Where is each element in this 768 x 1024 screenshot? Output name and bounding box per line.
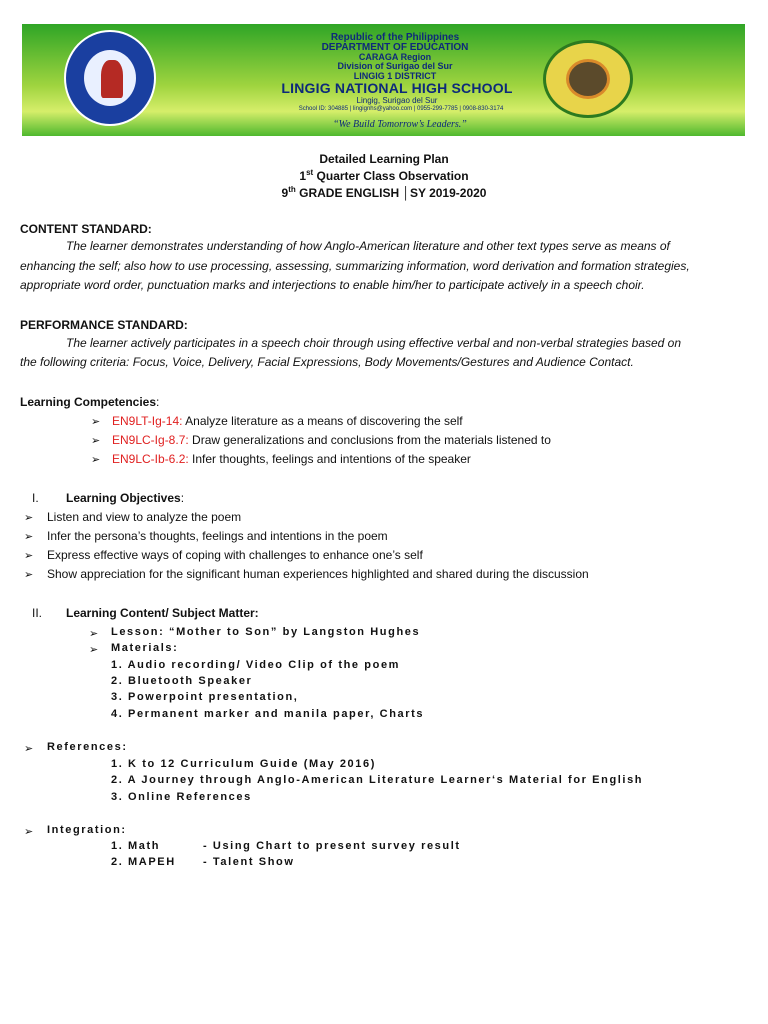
arrow-bullet-icon: ➢ xyxy=(24,550,34,562)
references-label: References: xyxy=(47,741,128,753)
integration-subject: 1. Math xyxy=(111,840,161,852)
banner-division: Division of Surigao del Sur xyxy=(337,61,453,71)
doc-title: Detailed Learning Plan xyxy=(319,152,449,166)
arrow-bullet-icon: ➢ xyxy=(91,435,101,447)
competency-item: EN9LT-Ig-14: Analyze literature as a means of discovering the self xyxy=(112,414,463,428)
objective-item: Listen and view to analyze the poem xyxy=(47,510,242,524)
banner-motto: “We Build Tomorrow’s Leaders.” xyxy=(333,119,467,130)
banner-location: Lingig, Surigao del Sur xyxy=(356,96,438,105)
arrow-bullet-icon: ➢ xyxy=(89,644,99,656)
objective-item: Infer the persona’s thoughts, feelings and intentions in the poem xyxy=(47,529,388,543)
content-heading: Learning Content/ Subject Matter: xyxy=(66,606,259,620)
material-item: 1. Audio recording/ Video Clip of the poem xyxy=(111,659,401,671)
competency-item: EN9LC-Ig-8.7: Draw generalizations and conclusions from the materials listened to xyxy=(112,433,551,447)
integration-desc: - Talent Show xyxy=(203,856,295,868)
arrow-bullet-icon: ➢ xyxy=(24,826,34,838)
reference-item: 1. K to 12 Curriculum Guide (May 2016) xyxy=(111,758,376,770)
banner-region: CARAGA Region xyxy=(358,52,432,62)
arrow-bullet-icon: ➢ xyxy=(24,531,34,543)
content-standard-line: appropriate word order, punctuation marks and interjections to enable him/her to participate actively in a speech choir. xyxy=(20,278,645,292)
reference-item: 3. Online References xyxy=(111,791,252,803)
objectives-heading: Learning Objectives: xyxy=(66,491,185,505)
material-item: 2. Bluetooth Speaker xyxy=(111,675,253,687)
arrow-bullet-icon: ➢ xyxy=(24,743,34,755)
objective-item: Express effective ways of coping with challenges to enhance one’s self xyxy=(47,548,423,562)
content-standard-heading: CONTENT STANDARD: xyxy=(20,222,152,236)
banner-department: DEPARTMENT OF EDUCATION xyxy=(321,42,469,53)
material-item: 3. Powerpoint presentation, xyxy=(111,691,299,703)
performance-standard-line: the following criteria: Focus, Voice, Delivery, Facial Expressions, Body Movements/Gestures and Audience Contact. xyxy=(20,355,634,369)
banner-district: LINGIG 1 DISTRICT xyxy=(353,71,437,81)
banner-republic: Republic of the Philippines xyxy=(330,32,460,43)
reference-item: 2. A Journey through Anglo-American Literature Learner‘s Material for English xyxy=(111,774,644,786)
content-standard-line: enhancing the self; also how to use processing, assessing, summarizing information, word derivation and formation strategies, xyxy=(20,259,690,273)
lesson-title: Lesson: “Mother to Son” by Langston Hughes xyxy=(111,626,421,638)
competencies-heading: Learning Competencies: xyxy=(20,395,160,409)
objectives-numeral: I. xyxy=(32,491,39,505)
arrow-bullet-icon: ➢ xyxy=(24,512,34,524)
performance-standard-line: The learner actively participates in a speech choir through using effective verbal and non-verbal strategies based on xyxy=(66,336,682,350)
integration-subject: 2. MAPEH xyxy=(111,856,176,868)
school-seal-logo xyxy=(543,40,633,118)
integration-label: Integration: xyxy=(47,824,127,836)
arrow-bullet-icon: ➢ xyxy=(89,628,99,640)
doc-subtitle-quarter: 1st Quarter Class Observation xyxy=(299,168,469,183)
arrow-bullet-icon: ➢ xyxy=(91,454,101,466)
deped-seal-logo xyxy=(64,30,156,126)
integration-desc: - Using Chart to present survey result xyxy=(203,840,461,852)
performance-standard-heading: PERFORMANCE STANDARD: xyxy=(20,318,188,332)
arrow-bullet-icon: ➢ xyxy=(91,416,101,428)
arrow-bullet-icon: ➢ xyxy=(24,569,34,581)
materials-label: Materials: xyxy=(111,642,179,654)
banner-contact: School ID: 304885 | lingignhs@yahoo.com | 0955-299-7785 | 0908-830-3174 xyxy=(298,106,504,112)
competency-item: EN9LC-Ib-6.2: Infer thoughts, feelings and intentions of the speaker xyxy=(112,452,471,466)
doc-subtitle-grade: 9th GRADE ENGLISH │SY 2019-2020 xyxy=(281,185,487,200)
content-standard-line: The learner demonstrates understanding of how Anglo-American literature and other text types serve as means of xyxy=(66,239,670,253)
material-item: 4. Permanent marker and manila paper, Charts xyxy=(111,708,425,720)
objective-item: Show appreciation for the significant human experiences highlighted and shared during the discussion xyxy=(47,567,589,581)
banner-school-name: LINGIG NATIONAL HIGH SCHOOL xyxy=(281,80,513,96)
content-numeral: II. xyxy=(32,606,43,620)
